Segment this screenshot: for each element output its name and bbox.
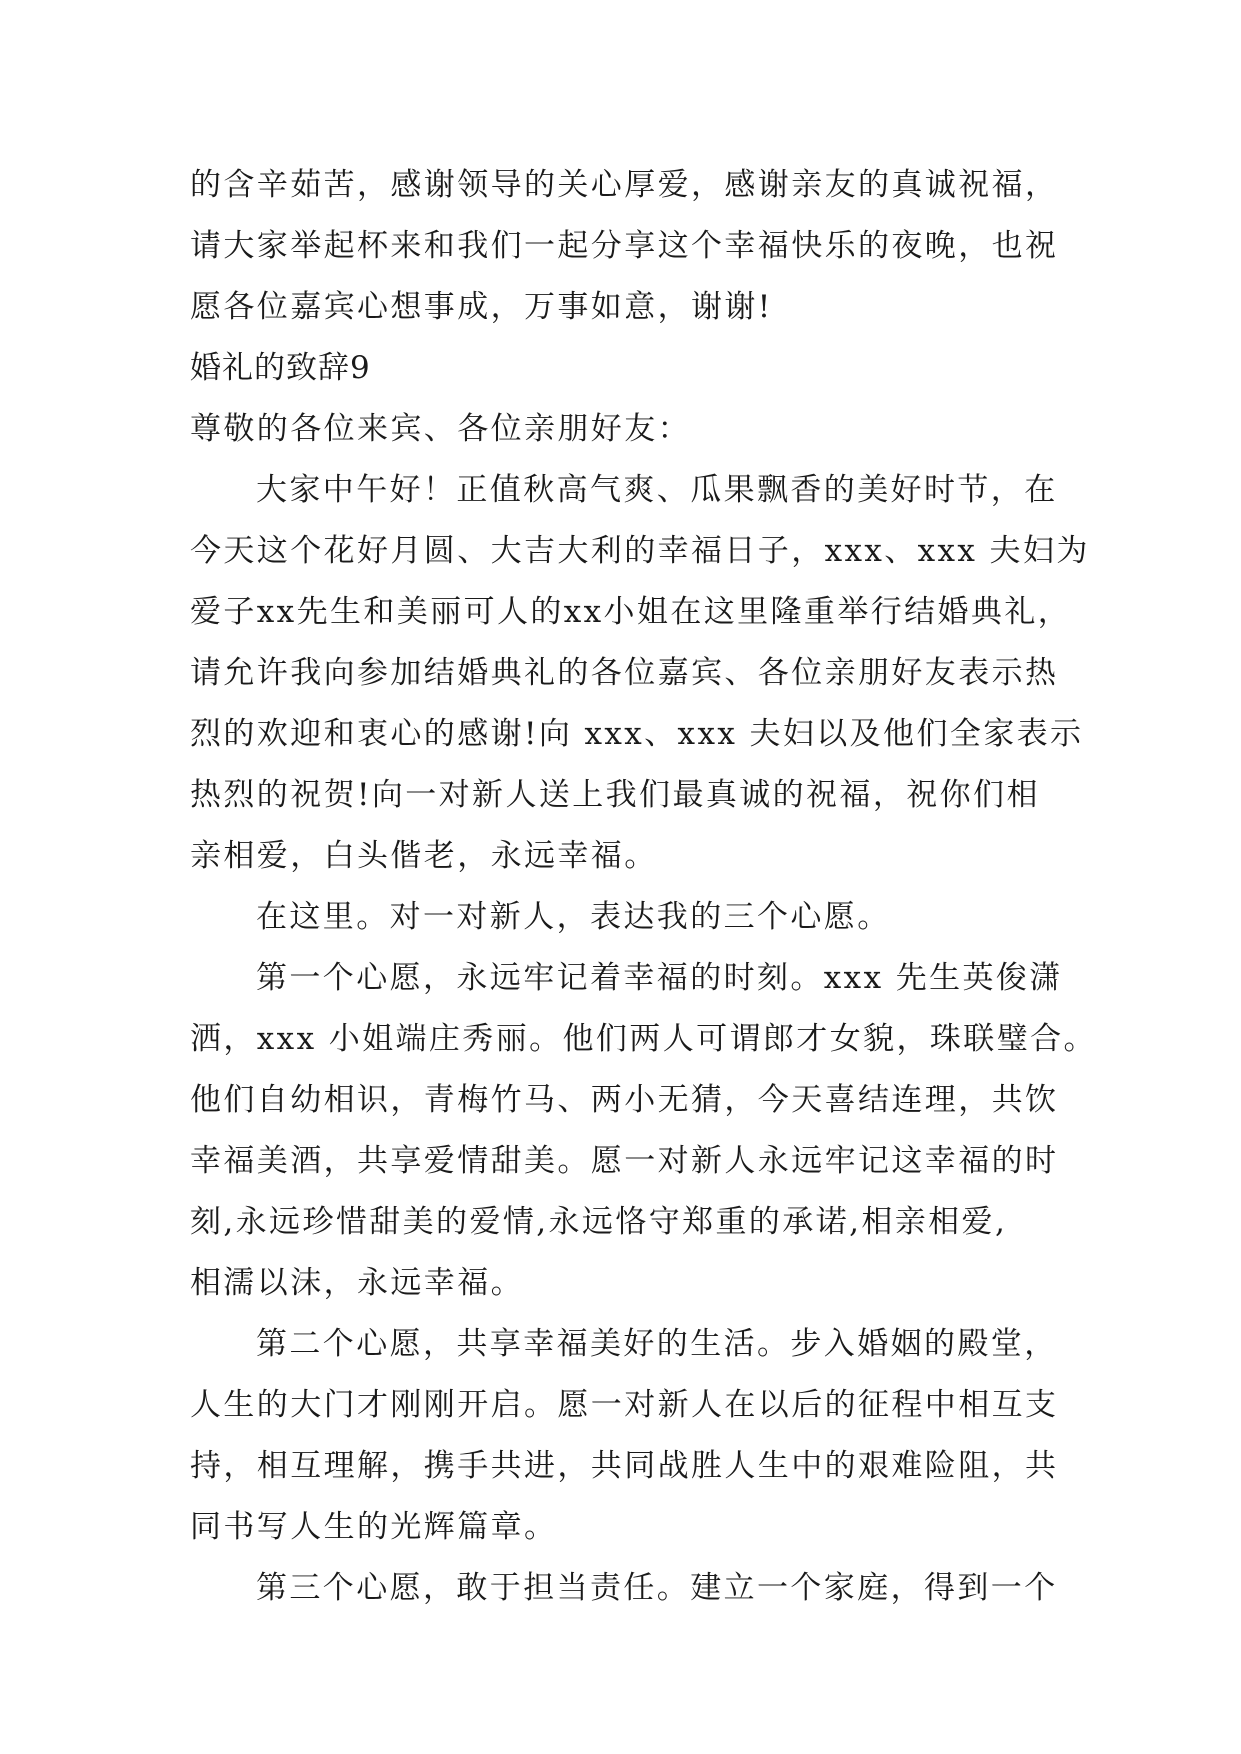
text-line: 尊敬的各位来宾、各位亲朋好友：: [190, 411, 691, 447]
text-line: 持，相互理解，携手共进，共同战胜人生中的艰难险阻，共: [190, 1448, 1059, 1484]
text-line: 第二个心愿，共享幸福美好的生活。步入婚姻的殿堂，: [256, 1326, 1058, 1362]
section-heading: 婚礼的致辞9: [190, 350, 371, 386]
text-line: 愿各位嘉宾心想事成，万事如意，谢谢!: [190, 289, 773, 325]
text-line: 的含辛茹苦，感谢领导的关心厚爱，感谢亲友的真诚祝福，: [190, 167, 1059, 203]
text-line: 热烈的祝贺!向一对新人送上我们最真诚的祝福，祝你们相: [190, 777, 1040, 813]
text-line: 第一个心愿，永远牢记着幸福的时刻。xxx 先生英俊潇: [256, 960, 1063, 996]
document-body: [190, 155, 1097, 1619]
text-line: 亲相爱，白头偕老，永远幸福。: [190, 838, 658, 874]
text-line: 他们自幼相识，青梅竹马、两小无猜，今天喜结连理，共饮: [190, 1082, 1059, 1118]
text-line: 今天这个花好月圆、大吉大利的幸福日子，xxx、xxx 夫妇为: [190, 533, 1090, 569]
text-line: 洒，xxx 小姐端庄秀丽。他们两人可谓郎才女貌，珠联璧合。: [190, 1021, 1097, 1057]
text-line: 相濡以沫，永远幸福。: [190, 1265, 524, 1301]
text-line: 请允许我向参加结婚典礼的各位嘉宾、各位亲朋好友表示热: [190, 655, 1059, 691]
text-line: 请大家举起杯来和我们一起分享这个幸福快乐的夜晚，也祝: [190, 228, 1059, 264]
text-line: 烈的欢迎和衷心的感谢!向 xxx、xxx 夫妇以及他们全家表示: [190, 716, 1084, 752]
text-line: 第三个心愿，敢于担当责任。建立一个家庭，得到一个: [256, 1570, 1058, 1606]
text-line: 在这里。对一对新人，表达我的三个心愿。: [256, 899, 891, 935]
text-line: 同书写人生的光辉篇章。: [190, 1509, 558, 1545]
text-line: 爱子xx先生和美丽可人的xx小姐在这里隆重举行结婚典礼，: [190, 594, 1072, 630]
text-line: 大家中午好！正值秋高气爽、瓜果飘香的美好时节，在: [256, 472, 1058, 508]
text-line: 幸福美酒，共享爱情甜美。愿一对新人永远牢记这幸福的时: [190, 1143, 1059, 1179]
text-line: 刻,永远珍惜甜美的爱情,永远恪守郑重的承诺,相亲相爱,: [190, 1204, 1008, 1240]
text-line: 人生的大门才刚刚开启。愿一对新人在以后的征程中相互支: [190, 1387, 1059, 1423]
